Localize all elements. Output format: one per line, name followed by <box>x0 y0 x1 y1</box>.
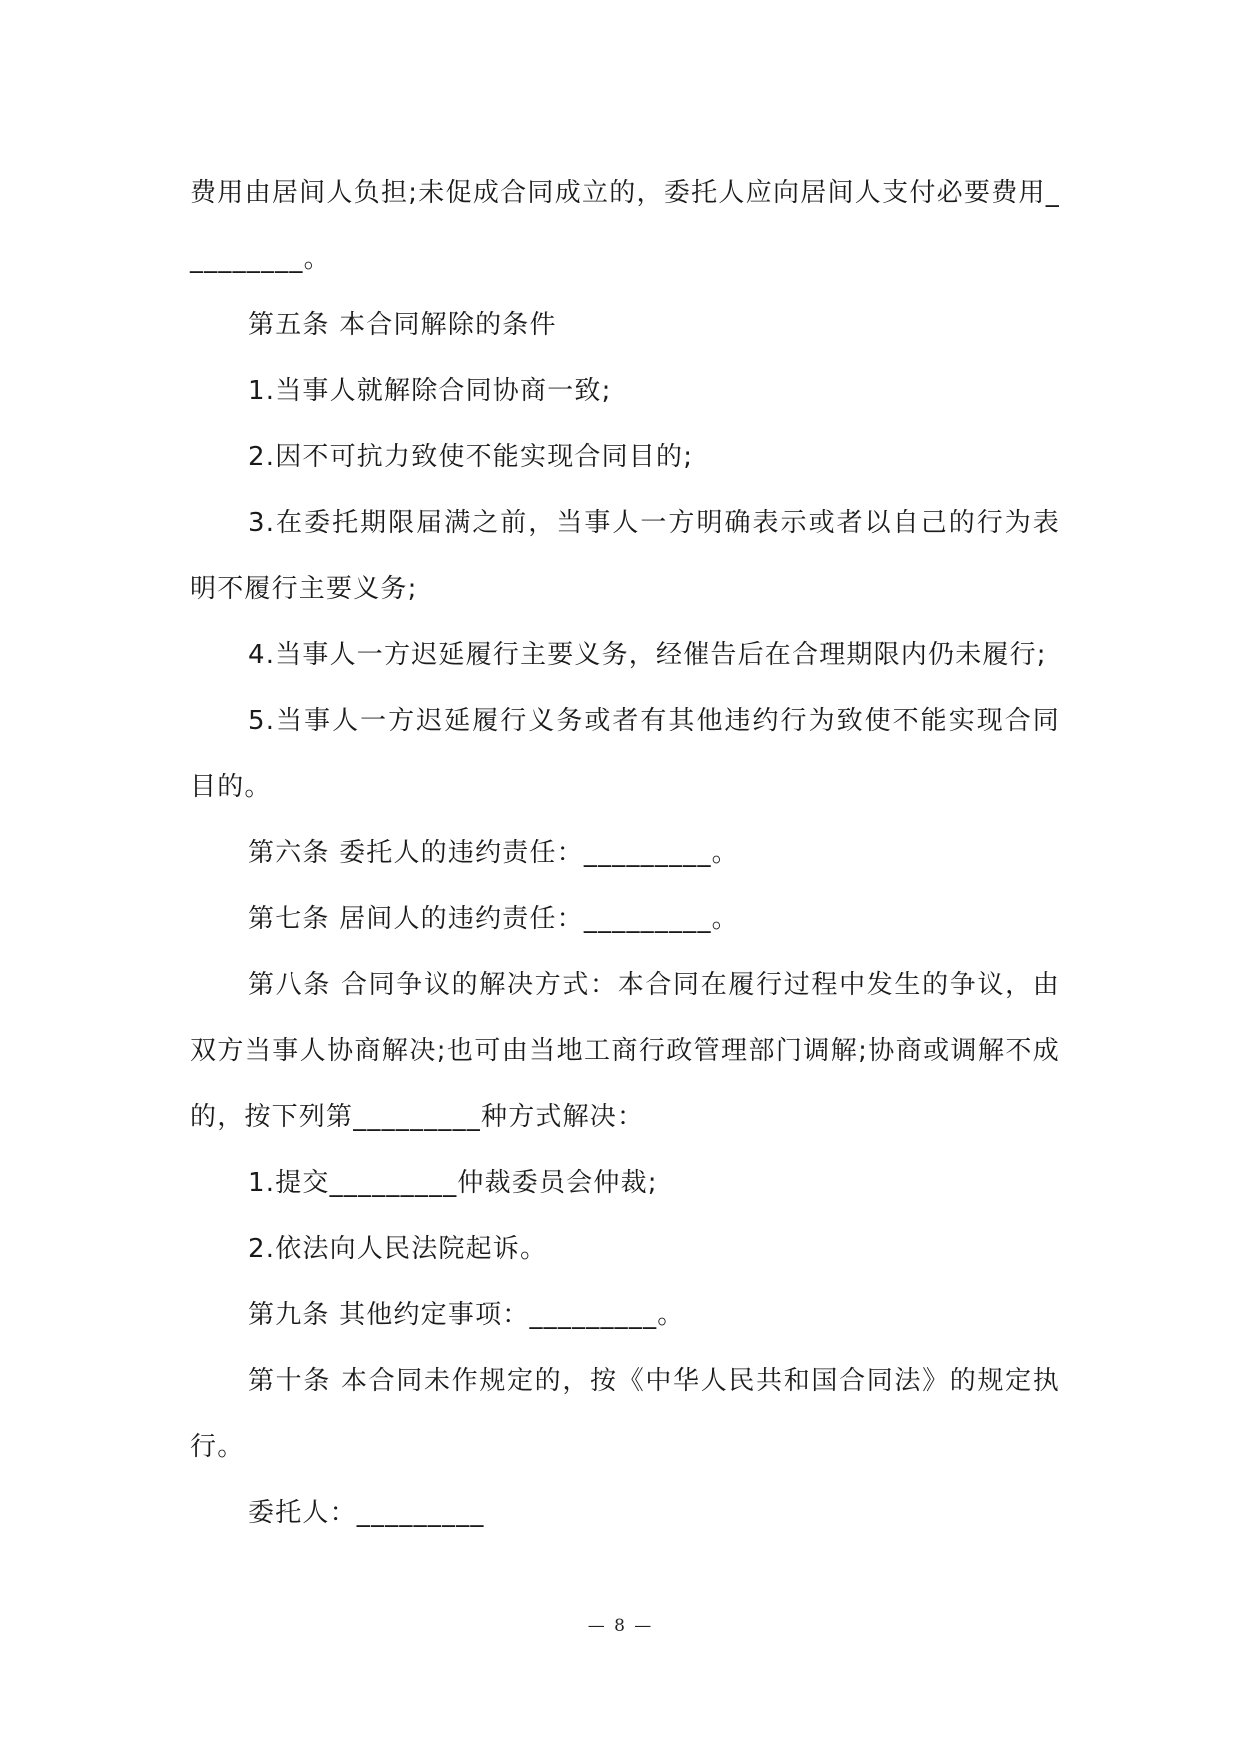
article-5-heading: 第五条 本合同解除的条件 <box>248 310 557 340</box>
article-8-item-2: 2.依法向人民法院起诉。 <box>248 1234 548 1264</box>
article-10: 第十条 本合同未作规定的，按《中华人民共和国合同法》的规定执行。 <box>190 1366 1060 1462</box>
article-8: 第八条 合同争议的解决方式：本合同在履行过程中发生的争议，由双方当事人协商解决;也可由当地工商行政管理部门调解;协商或调解不成的，按下列第_________种方式解决： <box>190 970 1060 1132</box>
document-body <box>190 160 1060 1546</box>
article-5-item-2: 2.因不可抗力致使不能实现合同目的; <box>248 442 694 472</box>
article-6: 第六条 委托人的违约责任：_________。 <box>248 838 739 868</box>
article-7: 第七条 居间人的违约责任：_________。 <box>248 904 739 934</box>
page-number: — 8 — <box>587 1616 654 1636</box>
article-8-item-1: 1.提交_________仲裁委员会仲裁; <box>248 1168 658 1198</box>
signature-client: 委托人：_________ <box>248 1498 485 1528</box>
article-9: 第九条 其他约定事项：_________。 <box>248 1300 685 1330</box>
article-5-item-4: 4.当事人一方迟延履行主要义务，经催告后在合理期限内仍未履行; <box>248 640 1047 670</box>
article-5-item-3: 3.在委托期限届满之前，当事人一方明确表示或者以自己的行为表明不履行主要义务; <box>190 508 1060 604</box>
paragraph-continuation-expenses: 费用由居间人负担;未促成合同成立的，委托人应向居间人支付必要费用_________。 <box>190 178 1060 274</box>
article-5-item-1: 1.当事人就解除合同协商一致; <box>248 376 612 406</box>
article-5-item-5: 5.当事人一方迟延履行义务或者有其他违约行为致使不能实现合同目的。 <box>190 706 1060 802</box>
